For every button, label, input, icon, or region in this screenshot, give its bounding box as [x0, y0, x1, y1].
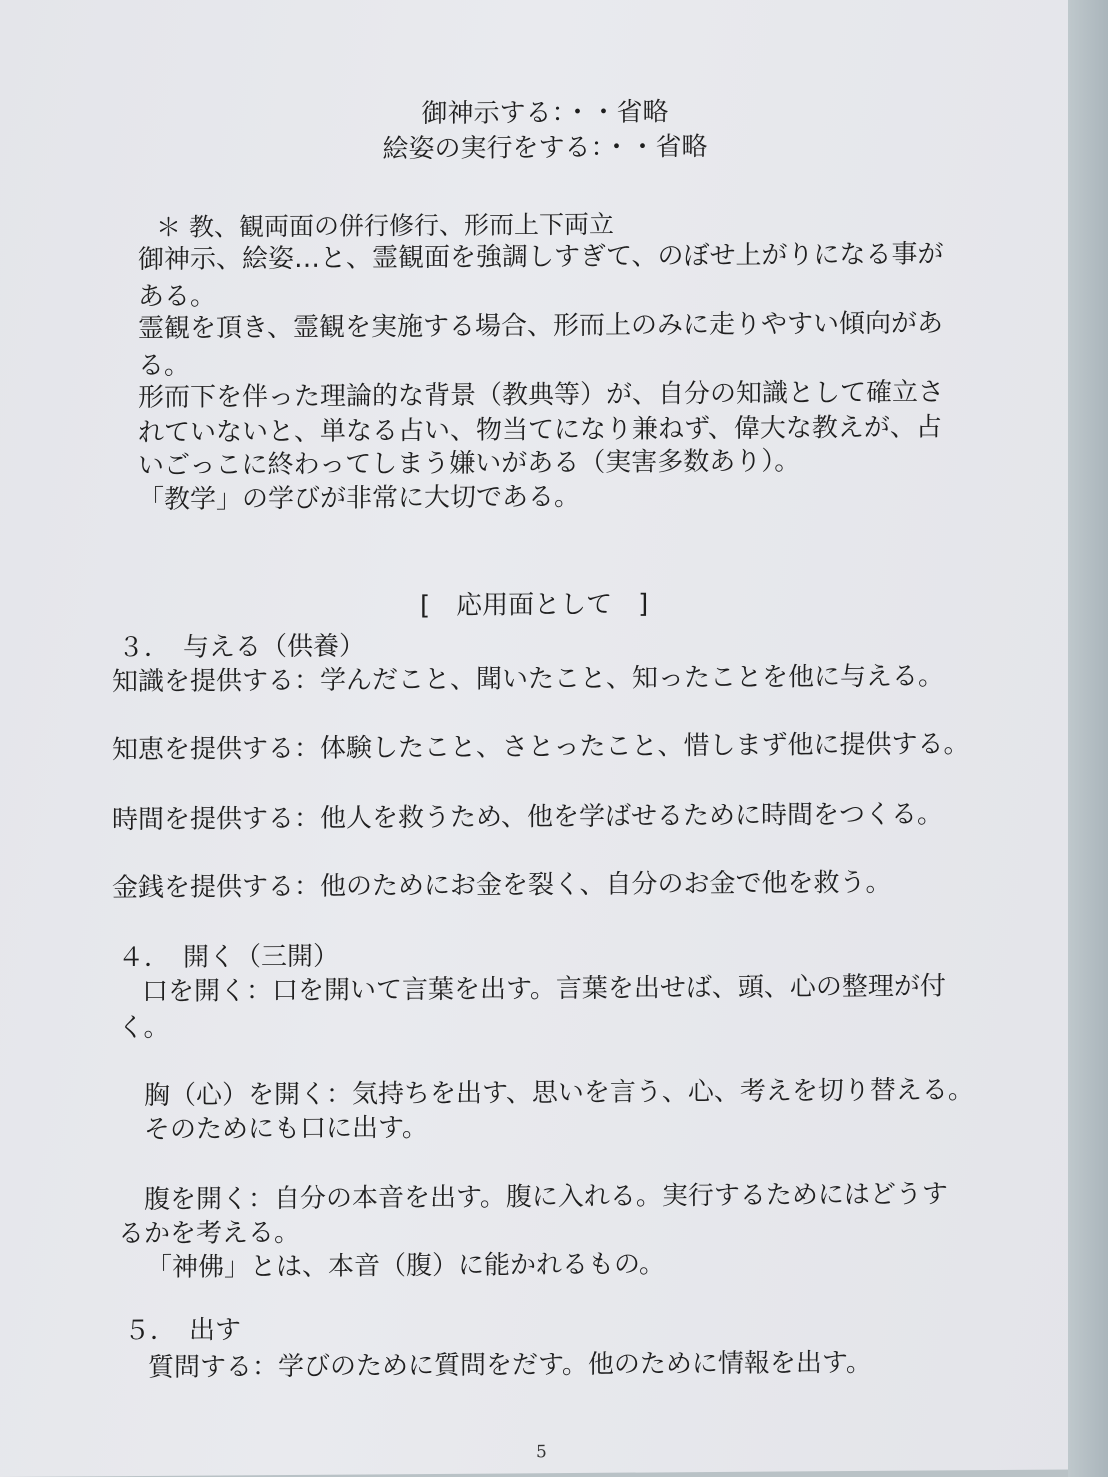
- note-line-3: ある。: [138, 281, 217, 313]
- heading-line-2: 絵姿の実行をする：・・省略: [382, 132, 708, 165]
- note-line-9: 「教学」の学びが非常に大切である。: [138, 481, 581, 516]
- heading-line-1: 御神示する：・・省略: [421, 97, 669, 130]
- item4-line-5: 腹を開く：自分の本音を出す。腹に入れる。実行するためにはどうす: [144, 1179, 948, 1215]
- item4-line-1: 口を開く：口を開いて言葉を出す。言葉を出せば、頭、心の整理が付: [142, 971, 946, 1008]
- item4-line-4: そのためにも口に出す。: [144, 1113, 428, 1145]
- item4-line-2: く。: [118, 1012, 170, 1044]
- item4-line-3: 胸（心）を開く：気持ちを出す、思いを言う、心、考えを切り替える。: [144, 1075, 974, 1111]
- item5-title: ５． 出す: [124, 1315, 242, 1347]
- item3-line-2: 知恵を提供する：体験したこと、さとったこと、惜しまず他に提供する。: [112, 729, 970, 766]
- page-number: 5: [536, 1442, 547, 1463]
- note-line-5: る。: [138, 350, 191, 382]
- note-line-7: れていないと、単なる占い、物当てになり兼ねず、偉大な教えが、占: [138, 412, 942, 449]
- item3-line-4: 金銭を提供する：他のためにお金を裂く、自分のお金で他を救う。: [112, 867, 892, 904]
- item3-title: ３． 与える（供養）: [118, 631, 366, 664]
- item4-title: ４． 開く（三開）: [118, 941, 340, 974]
- item4-line-7: 「神佛」とは、本音（腹）に能かれるもの。: [146, 1249, 665, 1283]
- item3-line-3: 時間を提供する：他人を救うため、他を学ばせるために時間をつくる。: [112, 799, 943, 836]
- note-line-4: 霊観を頂き、霊観を実施する場合、形而上のみに走りやすい傾向があ: [138, 308, 943, 345]
- item4-line-6: るかを考える。: [118, 1217, 301, 1250]
- note-line-8: いごっこに終わってしまう嫌いがある（実害多数あり）。: [138, 446, 801, 482]
- section-title: [ 応用面として ]: [420, 589, 649, 622]
- background-edge: [1068, 0, 1108, 1477]
- note-line-2: 御神示、絵姿…と、霊観面を強調しすぎて、のぼせ上がりになる事が: [138, 239, 944, 276]
- note-line-1: ＊ 教、観両面の併行修行、形而上下両立: [156, 209, 614, 242]
- item5-line-1: 質問する：学びのために質問をだす。他のために情報を出す。: [148, 1347, 872, 1383]
- item3-line-1: 知識を提供する：学んだこと、聞いたこと、知ったことを他に与える。: [112, 661, 945, 698]
- note-line-6: 形而下を伴った理論的な背景（教典等）が、自分の知識として確立さ: [138, 377, 945, 414]
